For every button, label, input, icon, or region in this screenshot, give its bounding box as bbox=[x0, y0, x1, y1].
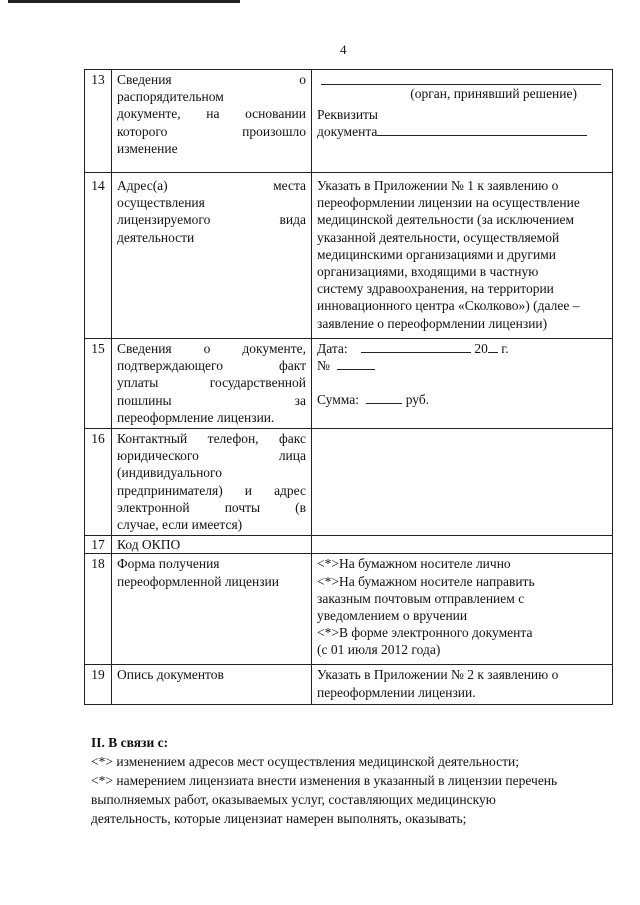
row-value: <*>На бумажном носителе лично <*>На бумажном носителе направить заказным почтовым отправлением с уведомлением о вручении <*>В форме электронного документа (с 01 июля 2012 года) bbox=[312, 554, 613, 665]
row-value: (орган, принявший решение) Реквизиты документа bbox=[312, 70, 613, 173]
row-label: Опись документов bbox=[112, 665, 312, 705]
row-number: 19 bbox=[85, 665, 112, 705]
number-field bbox=[337, 358, 375, 370]
date-field bbox=[361, 341, 471, 353]
table-row-15 bbox=[85, 339, 613, 429]
row-label: Сведения о документе, подтверждающего факт уплаты государственной пошлины за переоформление лицензии. bbox=[112, 339, 312, 429]
row-label: Контактный телефон, факс юридического лица (индивидуального предпринимателя) и адрес электронной почты (в случае, если имеется) bbox=[112, 429, 312, 536]
row-label: Форма получения переоформленной лицензии bbox=[112, 554, 312, 665]
option-paper-in-person: <*>На бумажном носителе лично bbox=[317, 556, 511, 572]
row-value bbox=[312, 429, 613, 536]
row-number: 15 bbox=[85, 339, 112, 429]
section-2-item-continued: выполняемых работ, оказываемых услуг, составляющих медицинскую bbox=[91, 792, 496, 807]
row-value: Дата: 20 г. № Сумма: руб. bbox=[312, 339, 613, 429]
table-row-19 bbox=[85, 665, 613, 705]
row-label: Код ОКПО bbox=[112, 536, 312, 554]
option-electronic: <*>В форме электронного документа bbox=[317, 625, 533, 641]
row-number: 14 bbox=[85, 173, 112, 339]
row-number: 16 bbox=[85, 429, 112, 536]
table-row-18 bbox=[85, 554, 613, 665]
row-label: Сведения о распорядительном документе, на основании которого произошло изменение bbox=[112, 70, 312, 173]
date-label: Дата: bbox=[317, 341, 348, 356]
amount-label: Сумма: bbox=[317, 392, 359, 408]
row-value: Указать в Приложении № 2 к заявлению о переоформлении лицензии. bbox=[312, 665, 613, 705]
row-value: Указать в Приложении № 1 к заявлению о переоформлении лицензии на осуществление медицинской деятельности (за исключением указанной деятельности, осуществляемой медицинскими организациями и другими организациями, входящими в частную систему здравоохранения, на территории инновационного центра «Сколково») (далее – заявление о переоформлении лицензии) bbox=[312, 173, 613, 339]
application-form-table bbox=[84, 69, 613, 705]
top-edge-line bbox=[8, 0, 240, 3]
row-number: 13 bbox=[85, 70, 112, 173]
amount-field bbox=[366, 392, 402, 404]
row-value bbox=[312, 536, 613, 554]
row-number: 18 bbox=[85, 554, 112, 665]
table-row-13 bbox=[85, 70, 613, 173]
table-row-16 bbox=[85, 429, 613, 536]
section-2-item-continued: деятельность, которые лицензиат намерен выполнять, оказывать; bbox=[91, 811, 467, 826]
section-2 bbox=[91, 733, 621, 828]
section-2-title: II. В связи с: bbox=[91, 735, 169, 750]
option-paper-by-mail: <*>На бумажном носителе направить bbox=[317, 573, 535, 589]
page-number: 4 bbox=[340, 42, 347, 57]
number-label: № bbox=[317, 358, 330, 374]
row-label: Адрес(а) места осуществления лицензируемого вида деятельности bbox=[112, 173, 312, 339]
table-row-14 bbox=[85, 173, 613, 339]
table-row-17 bbox=[85, 536, 613, 554]
authority-line bbox=[321, 73, 601, 85]
document-details-line bbox=[377, 124, 587, 136]
section-2-item: <*> изменением адресов мест осуществления медицинской деятельности; bbox=[91, 754, 519, 769]
row-number: 17 bbox=[85, 536, 112, 554]
section-2-item: <*> намерением лицензиата внести изменения в указанный в лицензии перечень bbox=[91, 773, 558, 788]
